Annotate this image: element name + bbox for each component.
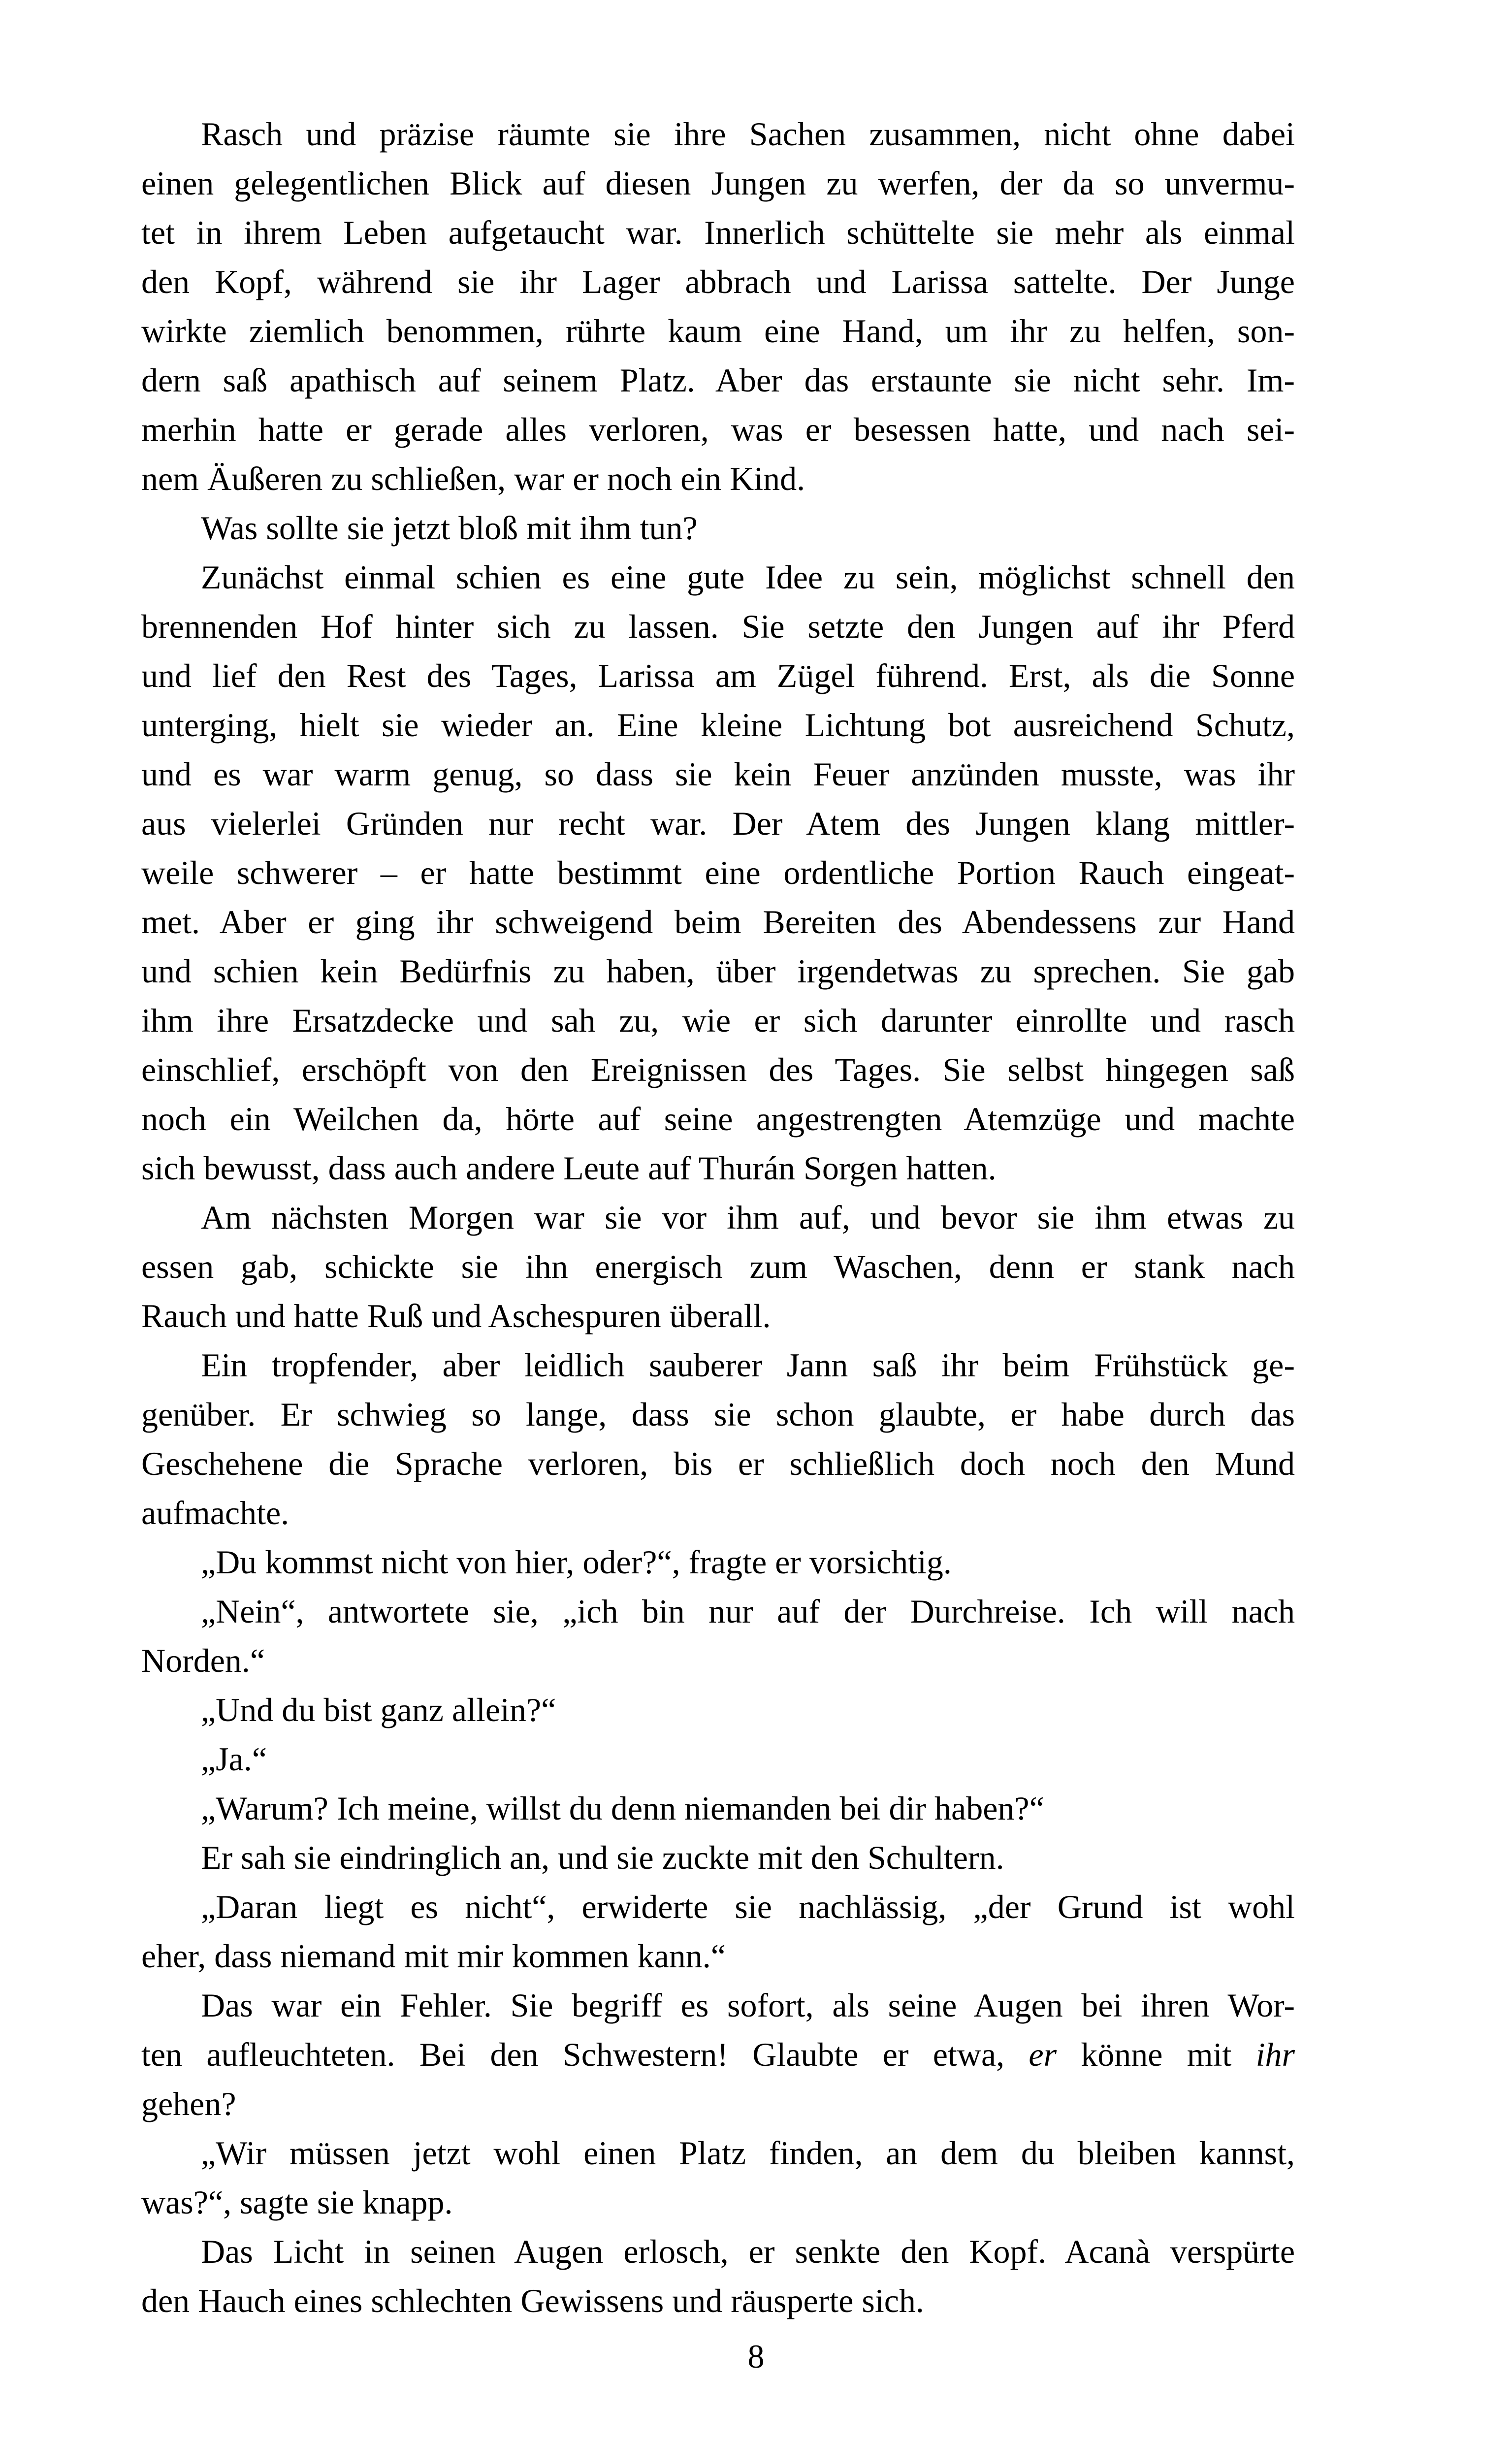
text-line: Das Licht in seinen Augen erlosch, er senkte den Kopf. Acanà verspürte [201, 2233, 1295, 2270]
body-text [141, 109, 1295, 2325]
text-line: essen gab, schickte sie ihn energisch zum Waschen, denn er stank nach [141, 1248, 1295, 1285]
text-line: nem Äußeren zu schließen, war er noch ein Kind. [141, 460, 805, 497]
page-number: 8 [747, 2338, 765, 2375]
text-line: unterging, hielt sie wieder an. Eine kleine Lichtung bot ausreichend Schutz, [141, 706, 1295, 744]
text-line: Rasch und präzise räumte sie ihre Sachen zusammen, nicht ohne dabei [201, 115, 1295, 153]
text-line: ihm ihre Ersatzdecke und sah zu, wie er sich darunter einrollte und rasch [141, 1002, 1295, 1039]
text-line: aus vielerlei Gründen nur recht war. Der Atem des Jungen klang mittler- [141, 805, 1295, 842]
text-line: dern saß apathisch auf seinem Platz. Aber das erstaunte sie nicht sehr. Im- [141, 361, 1295, 399]
text-line: Geschehene die Sprache verloren, bis er schließlich doch noch den Mund [141, 1445, 1295, 1482]
text-line: ten aufleuchteten. Bei den Schwestern! Glaubte er etwa, er könne mit ihr [141, 2036, 1295, 2073]
text-line: „Nein“, antwortete sie, „ich bin nur auf der Durchreise. Ich will nach [201, 1593, 1295, 1630]
text-line: Rauch und hatte Ruß und Aschespuren überall. [141, 1297, 771, 1335]
text-line: einen gelegentlichen Blick auf diesen Jungen zu werfen, der da so unvermu- [141, 164, 1295, 202]
text-line: den Kopf, während sie ihr Lager abbrach und Larissa sattelte. Der Junge [141, 263, 1295, 300]
text-line: sich bewusst, dass auch andere Leute auf Thurán Sorgen hatten. [141, 1149, 997, 1187]
text-line: was?“, sagte sie knapp. [141, 2183, 453, 2221]
text-line: Das war ein Fehler. Sie begriff es sofort, als seine Augen bei ihren Wor- [201, 1987, 1295, 2024]
text-line: genüber. Er schwieg so lange, dass sie schon glaubte, er habe durch das [141, 1396, 1295, 1433]
text-line: wirkte ziemlich benommen, rührte kaum eine Hand, um ihr zu helfen, son- [141, 312, 1295, 350]
text-line: aufmachte. [141, 1494, 290, 1531]
text-line: Er sah sie eindringlich an, und sie zuckte mit den Schultern. [201, 1839, 1004, 1876]
text-line: brennenden Hof hinter sich zu lassen. Sie setzte den Jungen auf ihr Pferd [141, 608, 1295, 645]
text-line: und es war warm genug, so dass sie kein Feuer anzünden musste, was ihr [141, 755, 1295, 793]
text-line: „Daran liegt es nicht“, erwiderte sie nachlässig, „der Grund ist wohl [201, 1888, 1295, 1925]
text-line: noch ein Weilchen da, hörte auf seine angestrengten Atemzüge und machte [141, 1100, 1295, 1138]
text-line: „Warum? Ich meine, willst du denn niemanden bei dir haben?“ [201, 1790, 1044, 1827]
text-line: „Ja.“ [201, 1740, 267, 1778]
text-line: „Und du bist ganz allein?“ [201, 1691, 556, 1728]
text-line: einschlief, erschöpft von den Ereignissen des Tages. Sie selbst hingegen saß [141, 1051, 1295, 1088]
emphasized-word: ihr [1255, 2036, 1295, 2073]
text-line: und schien kein Bedürfnis zu haben, über irgendetwas zu sprechen. Sie gab [141, 952, 1295, 990]
text-line: und lief den Rest des Tages, Larissa am Zügel führend. Erst, als die Sonne [141, 657, 1295, 694]
text-line: weile schwerer – er hatte bestimmt eine ordentliche Portion Rauch eingeat- [141, 854, 1295, 891]
text-line: Ein tropfender, aber leidlich sauberer Jann saß ihr beim Frühstück ge- [201, 1346, 1295, 1384]
text-line: Norden.“ [141, 1642, 265, 1679]
text-line: den Hauch eines schlechten Gewissens und räusperte sich. [141, 2282, 924, 2319]
text-line: eher, dass niemand mit mir kommen kann.“ [141, 1937, 726, 1975]
text-line: Was sollte sie jetzt bloß mit ihm tun? [201, 509, 698, 547]
emphasized-word: er [1029, 2036, 1057, 2073]
text-line: „Du kommst nicht von hier, oder?“, fragte er vorsichtig. [201, 1543, 952, 1581]
text-line: gehen? [141, 2085, 236, 2122]
text-line: Zunächst einmal schien es eine gute Idee zu sein, möglichst schnell den [201, 558, 1295, 596]
text-line: merhin hatte er gerade alles verloren, was er besessen hatte, und nach sei- [141, 411, 1295, 448]
text-line: met. Aber er ging ihr schweigend beim Bereiten des Abendessens zur Hand [141, 903, 1295, 941]
text-line: Am nächsten Morgen war sie vor ihm auf, und bevor sie ihm etwas zu [201, 1199, 1295, 1236]
text-line: „Wir müssen jetzt wohl einen Platz finden, an dem du bleiben kannst, [201, 2134, 1295, 2172]
text-line: tet in ihrem Leben aufgetaucht war. Innerlich schüttelte sie mehr als einmal [141, 214, 1295, 251]
